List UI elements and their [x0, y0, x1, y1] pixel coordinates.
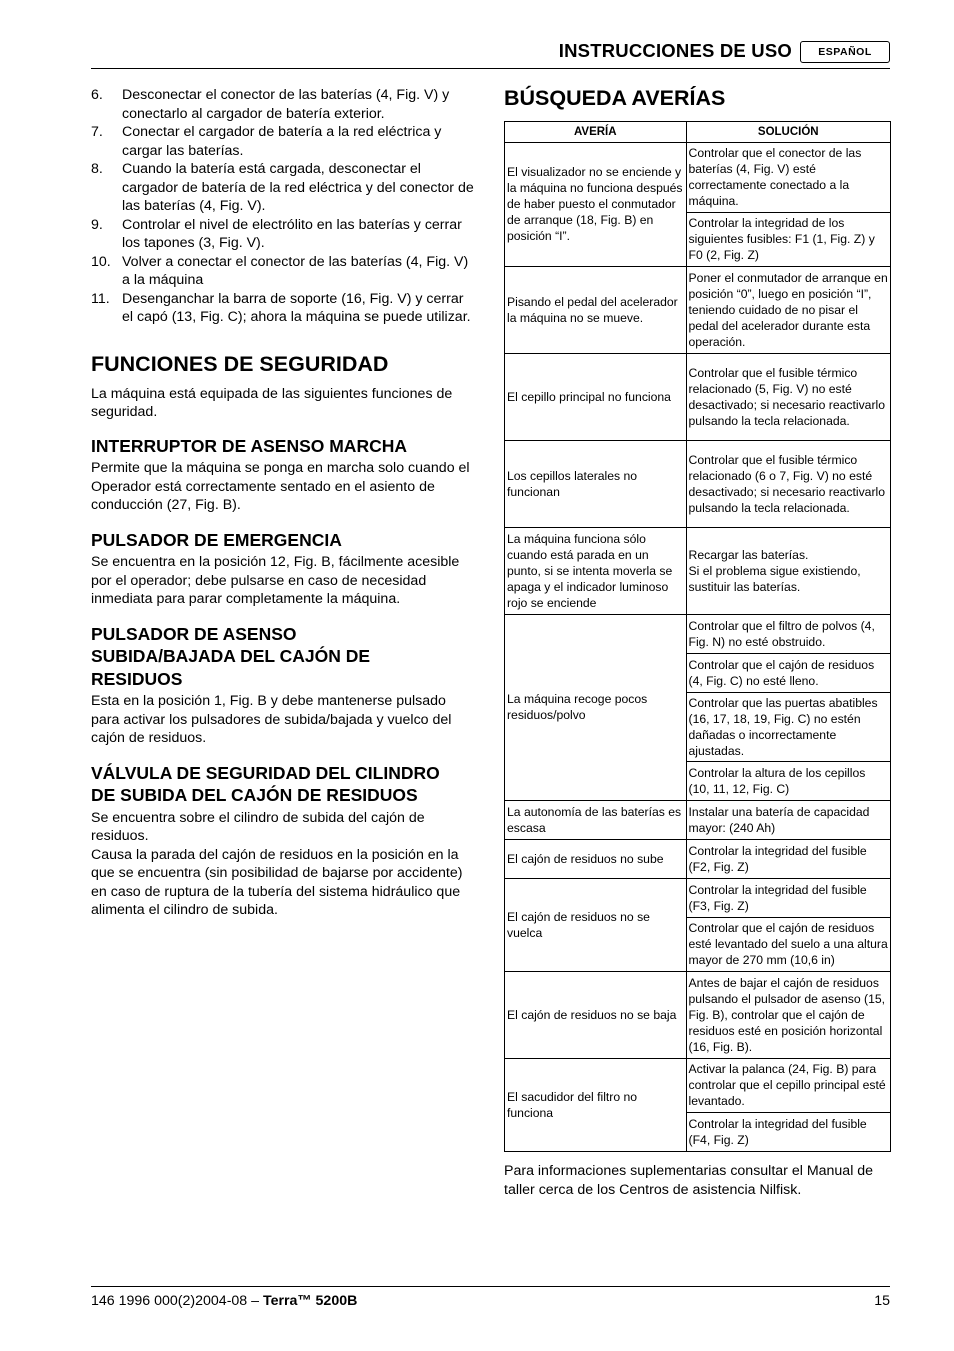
- solution-cell: Recargar las baterías. Si el problema sigue existiendo, sustituir las baterías.: [686, 528, 890, 615]
- list-item: 10. Volver a conectar el conector de las baterías (4, Fig. V) a la máquina: [91, 253, 469, 288]
- fault-cell: La autonomía de las baterías es escasa: [505, 801, 687, 840]
- maintenance-steps: [91, 86, 475, 327]
- safety-text-valve-1: Se encuentra sobre el cilindro de subida del cajón de residuos.: [91, 809, 425, 844]
- fault-cell: Pisando el pedal del acelerador la máquina no se mueve.: [505, 267, 687, 354]
- solution-cell: Controlar que el cajón de residuos (4, Fig. C) no esté lleno.: [686, 654, 890, 693]
- fault-cell: La máquina funciona sólo cuando está parada en un punto, si se intenta moverla se apaga y el indicador luminoso rojo se enciende: [505, 528, 687, 615]
- list-item: 7. Conectar el cargador de batería a la red eléctrica y cargar las baterías.: [91, 124, 442, 159]
- solution-cell: Controlar que el cajón de residuos esté levantado del suelo a una altura mayor de 270 mm (10,6 in): [686, 918, 890, 972]
- solution-cell: Activar la palanca (24, Fig. B) para controlar que el cepillo principal esté levantado.: [686, 1059, 890, 1113]
- safety-text-emergency: Se encuentra en la posición 12, Fig. B, fácilmente acesible por el operador; debe pulsarse en caso de necesidad inmediata para parar completamente la máquina.: [91, 554, 460, 607]
- column-header-solution: SOLUCIÓN: [686, 122, 890, 143]
- safety-text-hopper-button: Esta en la posición 1, Fig. B y debe mantenerse pulsado para activar los pulsadores de subida/bajada y vuelco del cajón de residuos.: [91, 693, 452, 746]
- fault-cell: El cajón de residuos no sube: [505, 840, 687, 879]
- table-row: [505, 972, 891, 1059]
- page-header: [91, 38, 890, 69]
- footer-product: Terra™ 5200B: [262, 1293, 358, 1309]
- list-item: 6. Desconectar el conector de las baterías (4, Fig. V) y conectarlo al cargador de batería exterior.: [91, 87, 450, 122]
- list-item: 9. Controlar el nivel de electrólito en las baterías y cerrar los tapones (3, Fig. V).: [91, 216, 462, 251]
- fault-cell: La máquina recoge pocos residuos/polvo: [505, 615, 687, 801]
- solution-cell: Poner el conmutador de arranque en posición “0”, luego en posición “I”, teniendo cuidado de no pisar el pedal del acelerador durante esta operación.: [686, 267, 890, 354]
- table-row: [505, 1059, 891, 1113]
- safety-subtitle-start-switch: INTERRUPTOR DE ASENSO MARCHA: [91, 435, 407, 456]
- header-title: INSTRUCCIONES DE USO: [558, 40, 792, 61]
- troubleshooting-body: [505, 143, 891, 1152]
- solution-cell: Controlar que el fusible térmico relacionado (5, Fig. V) no esté desactivado; si necesario reactivarlo pulsando la tecla relacionada.: [686, 354, 890, 441]
- fault-cell: El cajón de residuos no se vuelca: [505, 879, 687, 972]
- solution-cell: Controlar la altura de los cepillos (10, 11, 12, Fig. C): [686, 762, 890, 801]
- language-badge: ESPAÑOL: [800, 41, 890, 63]
- fault-cell: Los cepillos laterales no funcionan: [505, 441, 687, 528]
- solution-cell: Controlar la integridad de los siguientes fusibles: F1 (1, Fig. Z) y F0 (2, Fig. Z): [686, 213, 890, 267]
- safety-section-title: FUNCIONES DE SEGURIDAD: [91, 351, 389, 376]
- list-item: 8. Cuando la batería está cargada, desconectar el cargador de batería de la red eléctrica y del conector de las baterías (4, Fig. V).: [91, 161, 474, 214]
- solution-cell: Controlar que el filtro de polvos (4, Fig. N) no esté obstruido.: [686, 615, 890, 654]
- solution-cell: Controlar que las puertas abatibles (16, 17, 18, 19, Fig. C) no estén dañadas o incorrectamente ajustadas.: [686, 693, 890, 762]
- page-footer: [91, 1286, 890, 1317]
- table-row: [505, 801, 891, 840]
- table-row: [505, 879, 891, 918]
- table-header-row: [505, 122, 891, 143]
- safety-subtitle-hopper-button: PULSADOR DE ASENSO SUBIDA/BAJADA DEL CAJÓN DE RESIDUOS: [91, 623, 371, 689]
- table-row: [505, 615, 891, 654]
- fault-cell: El sacudidor del filtro no funciona: [505, 1059, 687, 1152]
- table-row: [505, 528, 891, 615]
- table-row: [505, 441, 891, 528]
- fault-cell: El cajón de residuos no se baja: [505, 972, 687, 1059]
- safety-subtitle-valve: VÁLVULA DE SEGURIDAD DEL CILINDRO DE SUBIDA DEL CAJÓN DE RESIDUOS: [91, 762, 440, 805]
- safety-intro: La máquina está equipada de las siguientes funciones de seguridad.: [91, 385, 453, 420]
- fault-cell: El cepillo principal no funciona: [505, 354, 687, 441]
- table-row: [505, 267, 891, 354]
- solution-cell: Controlar la integridad del fusible (F4, Fig. Z): [686, 1113, 890, 1152]
- fault-cell: El visualizador no se enciende y la máquina no funciona después de haber puesto el conmutador de arranque (18, Fig. B) en posición “I”.: [505, 143, 687, 267]
- table-row: [505, 143, 891, 213]
- solution-cell: Controlar que el conector de las baterías (4, Fig. V) esté correctamente conectado a la máquina.: [686, 143, 890, 213]
- column-header-fault: AVERÍA: [505, 122, 687, 143]
- list-item: 11. Desenganchar la barra de soporte (16, Fig. V) y cerrar el capó (13, Fig. C); ahora la máquina se puede utilizar.: [91, 290, 471, 325]
- right-column: [504, 86, 890, 1200]
- page-number: 15: [874, 1293, 890, 1309]
- solution-cell: Controlar la integridad del fusible (F2, Fig. Z): [686, 840, 890, 879]
- footer-reference: 146 1996 000(2)2004-08 – Terra™ 5200B: [91, 1293, 358, 1309]
- troubleshooting-table: [504, 121, 891, 1152]
- table-row: [505, 840, 891, 879]
- safety-text-valve-2: Causa la parada del cajón de residuos en la posición en la que se encuentra (sin posibilidad de bajarse por accidente) en caso de ruptura de la tubería del sistema hidráulico que alimenta el cilindro de subida.: [91, 846, 463, 918]
- solution-cell: Instalar una batería de capacidad mayor: (240 Ah): [686, 801, 890, 840]
- troubleshooting-title: BÚSQUEDA AVERÍAS: [504, 86, 726, 110]
- left-column: [91, 86, 475, 920]
- table-row: [505, 354, 891, 441]
- safety-text-start-switch: Permite que la máquina se ponga en marcha solo cuando el Operador está correctamente sentado en el asiento de conducción (27, Fig. B).: [91, 460, 470, 513]
- solution-cell: Controlar la integridad del fusible (F3, Fig. Z): [686, 879, 890, 918]
- solution-cell: Controlar que el fusible térmico relacionado (6 o 7, Fig. V) no esté desactivado; si necesario reactivarlo pulsando la tecla relacionada.: [686, 441, 890, 528]
- solution-cell: Antes de bajar el cajón de residuos pulsando el pulsador de asenso (15, Fig. B), controlar que el cajón de residuos esté en posición horizontal (16, Fig. B).: [686, 972, 890, 1059]
- troubleshooting-note: Para informaciones suplementarias consultar el Manual de taller cerca de los Centros de asistencia Nilfisk.: [504, 1163, 874, 1198]
- safety-subtitle-emergency: PULSADOR DE EMERGENCIA: [91, 529, 342, 550]
